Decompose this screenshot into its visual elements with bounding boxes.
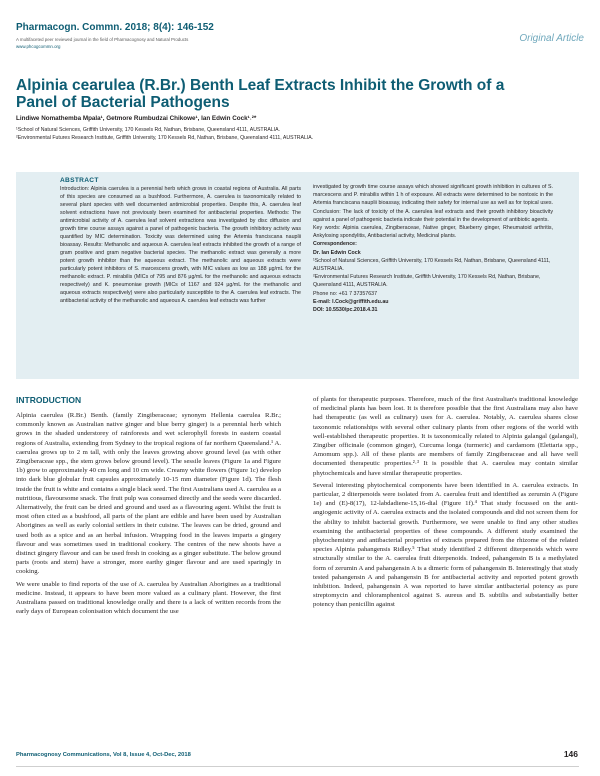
journal-website[interactable]: www.phcogcommn.org bbox=[16, 44, 61, 49]
intro-paragraph: We were unable to find reports of the use of A. caerulea by Australian Aborigines as a traditional medicine. Instead, it appears to have been more valued as a culinary plant. However, the first Australians passed on traditional knowledge orally and there is a lack of written records from the early days of European colonisation which document the use bbox=[16, 580, 281, 616]
journal-citation: Pharmacogn. Commn. 2018; 8(4): 146-152 bbox=[16, 22, 214, 33]
abstract-left-text: Introduction: Alpinia caerulea is a perennial herb which grows in coastal regions of Australia. All parts of this species are consumed as a bushfood. Furthermore, A. caerulea is taxonomically related to several plant species with well documented antimicrobial properties. Despite this, A. caerulea leaf solvent extractions have not previously been examined for antibacterial properties. Methods: The antimicrobial activity of A. caerulea leaf solvent extractions was investigated by disc diffusion and growth time course assays against a panel of pathogenic bacteria. The growth inhibitory activity was quantified by MIC determination. Toxicity was determined using the Artemia franciscana nauplii bioassay. Results: Methanolic and aqueous A. caerulea leaf extracts inhibited the growth of a range of gram positive and gram negative bacterial species. The methanolic extract was generally a more potent growth inhibitor than the aqueous extract. The methanolic and aqueous extracts were particularly potent inhibitors of S. marcescens growth, with MIC values as low as 188 µg/mL for the methanolic extract. P. mirabilis (MICs of 795 and 876 µg/mL for the methanolic and aqueous extracts respectively) and K. pneumoniae growth (MICs of 1167 and 924 µg/mL for the methanolic and aqueous extracts respectively) were also particularly susceptible to the A. caerulea leaf extracts. The antibacterial activity of the methanolic and aqueous A. caerulea leaf extracts was further bbox=[60, 186, 301, 304]
abstract-right-column bbox=[313, 183, 553, 314]
affiliation-2: ²Environmental Futures Research Institute, Griffith University, 170 Kessels Rd, Nathan, Brisbane, Queensland 4111, AUSTRALIA. bbox=[16, 135, 314, 141]
abstract-right-text: investigated by growth time course assays which showed significant growth inhibition in cultures of S. marcescens and P. mirabilis within 1 h of exposure. All extracts were determined to be nontoxic in the Artemia franciscana nauplii bioassay, indicating their safety for internal use as well as for topical uses. Conclusion: The lack of toxicity of the A. caerulea leaf extracts and their growth inhibitory bioactivity against a panel of pathogenic bacteria indicate their potential in the development of antibiotic agents. bbox=[313, 184, 553, 223]
article-type: Original Article bbox=[519, 33, 584, 44]
correspondence-label: Correspondence: bbox=[313, 241, 357, 248]
affiliation-1: ¹School of Natural Sciences, Griffith University, 170 Kessels Rd, Nathan, Brisbane, Queensland 4111, AUSTRALIA. bbox=[16, 127, 281, 133]
footer-journal-issue: Pharmacognosy Communications, Vol 8, Issue 4, Oct-Dec, 2018 bbox=[16, 752, 191, 758]
abstract-heading: ABSTRACT bbox=[60, 177, 99, 184]
email-address[interactable]: E-mail: I.Cock@griffith.edu.au bbox=[313, 298, 389, 305]
doi[interactable]: DOI: 10.5530/pc.2018.4.31 bbox=[313, 307, 378, 314]
correspondent-name: Dr. Ian Edwin Cock bbox=[313, 249, 361, 256]
article-title: Alpinia cearulea (R.Br.) Benth Leaf Extracts Inhibit the Growth of a Panel of Bacterial Pathogens bbox=[16, 77, 505, 111]
introduction-left-column bbox=[16, 411, 281, 619]
page-number: 146 bbox=[563, 749, 578, 759]
introduction-heading: INTRODUCTION bbox=[16, 395, 82, 405]
introduction-right-column bbox=[313, 395, 578, 613]
correspondence-affiliation-2: ²Environmental Futures Research Institute, Griffith University, 170 Kessels Rd, Nathan, Brisbane, Queensland 4111, AUSTRALIA. bbox=[313, 274, 541, 289]
intro-paragraph: of plants for therapeutic purposes. Therefore, much of the first Australian's traditional knowledge of medicinal plants has been lost. It is therefore possible that the first Australians may also have had therapeutic (as well as culinary) uses for A. caerulea. Notably, A. caerulea shares close taxonomic relationships with several other culinary plants from other regions of the world with well-established therapeutic properties. It is taxonomically related to Alpinia galangal (galangal), Zingiber officinale (common ginger), Curcuma longa (turmeric) and cardamom (Elettaria spp., Amomum spp.). All of these plants are members of family Zingiberaceae and all have well documented therapeutic properties.²·³ It is possible that A. caerulea may contain similar phytochemicals and have similar therapeutic properties. bbox=[313, 396, 578, 477]
journal-subtitle: A multifaceted peer reviewed journal in the field of Pharmacognosy and Natural Products bbox=[16, 37, 189, 42]
authors: Lindiwe Nomathemba Mpala¹, Getmore Rumbudzai Chikowe¹, Ian Edwin Cock¹˒²* bbox=[16, 115, 257, 122]
intro-paragraph: Several interesting phytochemical components have been identified in A. caerulea extracts. In particular, 2 diterpenoids were isolated from A. caerulea fruit and identified as zerumin A (Figure 1e) and (E)-8(17), 12-labdadiene-15,16-dial (Figure 1f).⁴ That study focussed on the anti-angiogenic activity of A. caerulea extracts and the isolated compounds and did not screen them for the ability to inhibit bacterial growth. Furthermore, we were unable to find any other studies examining the antibacterial properties of these compounds. A different study examined the phytochemistry and antibacterial properties of extracts prepared from the rhizome of the related species Alpinia pahangensis Ridley.⁵ That study identified 2 different diterpenoids which were structurally similar to the A. caerulea fruit diterpenoids. Indeed, pahangensin B is a methylated form of zerumin A and pahangensin A is a dimeric form of pahangensin B. Interestingly that study tested pahangensin A and pahangensin B for antibacterial activity and reported potent growth inhibition. Indeed, pahangensin A was reported to have similar antibacterial potency as pure streptomycin and chloramphenicol against S. aureus and B. subtilis and substantially better potency than penicillin against bbox=[313, 481, 578, 609]
intro-paragraph: Alpinia caerulea (R.Br.) Benth. (family Zingiberaceae; synonym Hellenia caerulea R.Br.; commonly known as Australian native ginger and blue berry ginger) is a perennial herb which grows in the shaded understorey of rainforests and wet sclerophyll forests in eastern coastal regions of Australia, extending from Sydney to the tropical regions of far northern Queensland.¹ A. caerulea grows up to 2 m tall, with only the leaves growing above ground level (as with other Zingiberaceae spp., the stem grows below ground level). The sessile leaves (Figure 1a and Figure 1b) grow to approximately 40 cm long and 10 cm wide. Creamy white flowers (Figure 1c) develop into dark blue globular fruit capsules approximately 10-15 mm diameter (Figure 1d). The flesh inside the fruit is white and contains a single black seed. The first Australians used A. caerulea as a nutritious, flavoursome snack. The fruit pulp was consumed directly and the seeds were discarded. Alternatively, the fruit can be dried and ground and used as a flavouring agent. Whilst the fruit is most often cited as a bushfood, all parts of the plant are edible and have been used by Australian Aborigines as well as early colonial settlers in their cuisine. The leaves can be dried, ground and used both as a spice and as an herbal infusion. Wrapping food in the leaves imparts a gingery flavour and was sometimes used in traditional cookery. The centres of the new shoots have a distinct gingery flavour and can be used fresh in cooking as a ginger substitute. The below ground parts (roots and stem) have a stronger, more earthy ginger flavour and are used sparingly in cooking. bbox=[16, 412, 281, 576]
phone-number: Phone no: +61 7 37357637 bbox=[313, 290, 378, 297]
abstract-keywords: Key words: Alpinia caerulea, Zingiberaceae, Native ginger, Blueberry ginger, Rheumatoid arthritis, Ankylosing spondylitis, Antibacterial activity, Medicinal plants. bbox=[313, 225, 553, 240]
footer-rule bbox=[16, 766, 579, 767]
correspondence-affiliation-1: ¹School of Natural Sciences, Griffith University, 170 Kessels Rd, Nathan, Brisbane, Queensland 4111, AUSTRALIA. bbox=[313, 257, 551, 273]
